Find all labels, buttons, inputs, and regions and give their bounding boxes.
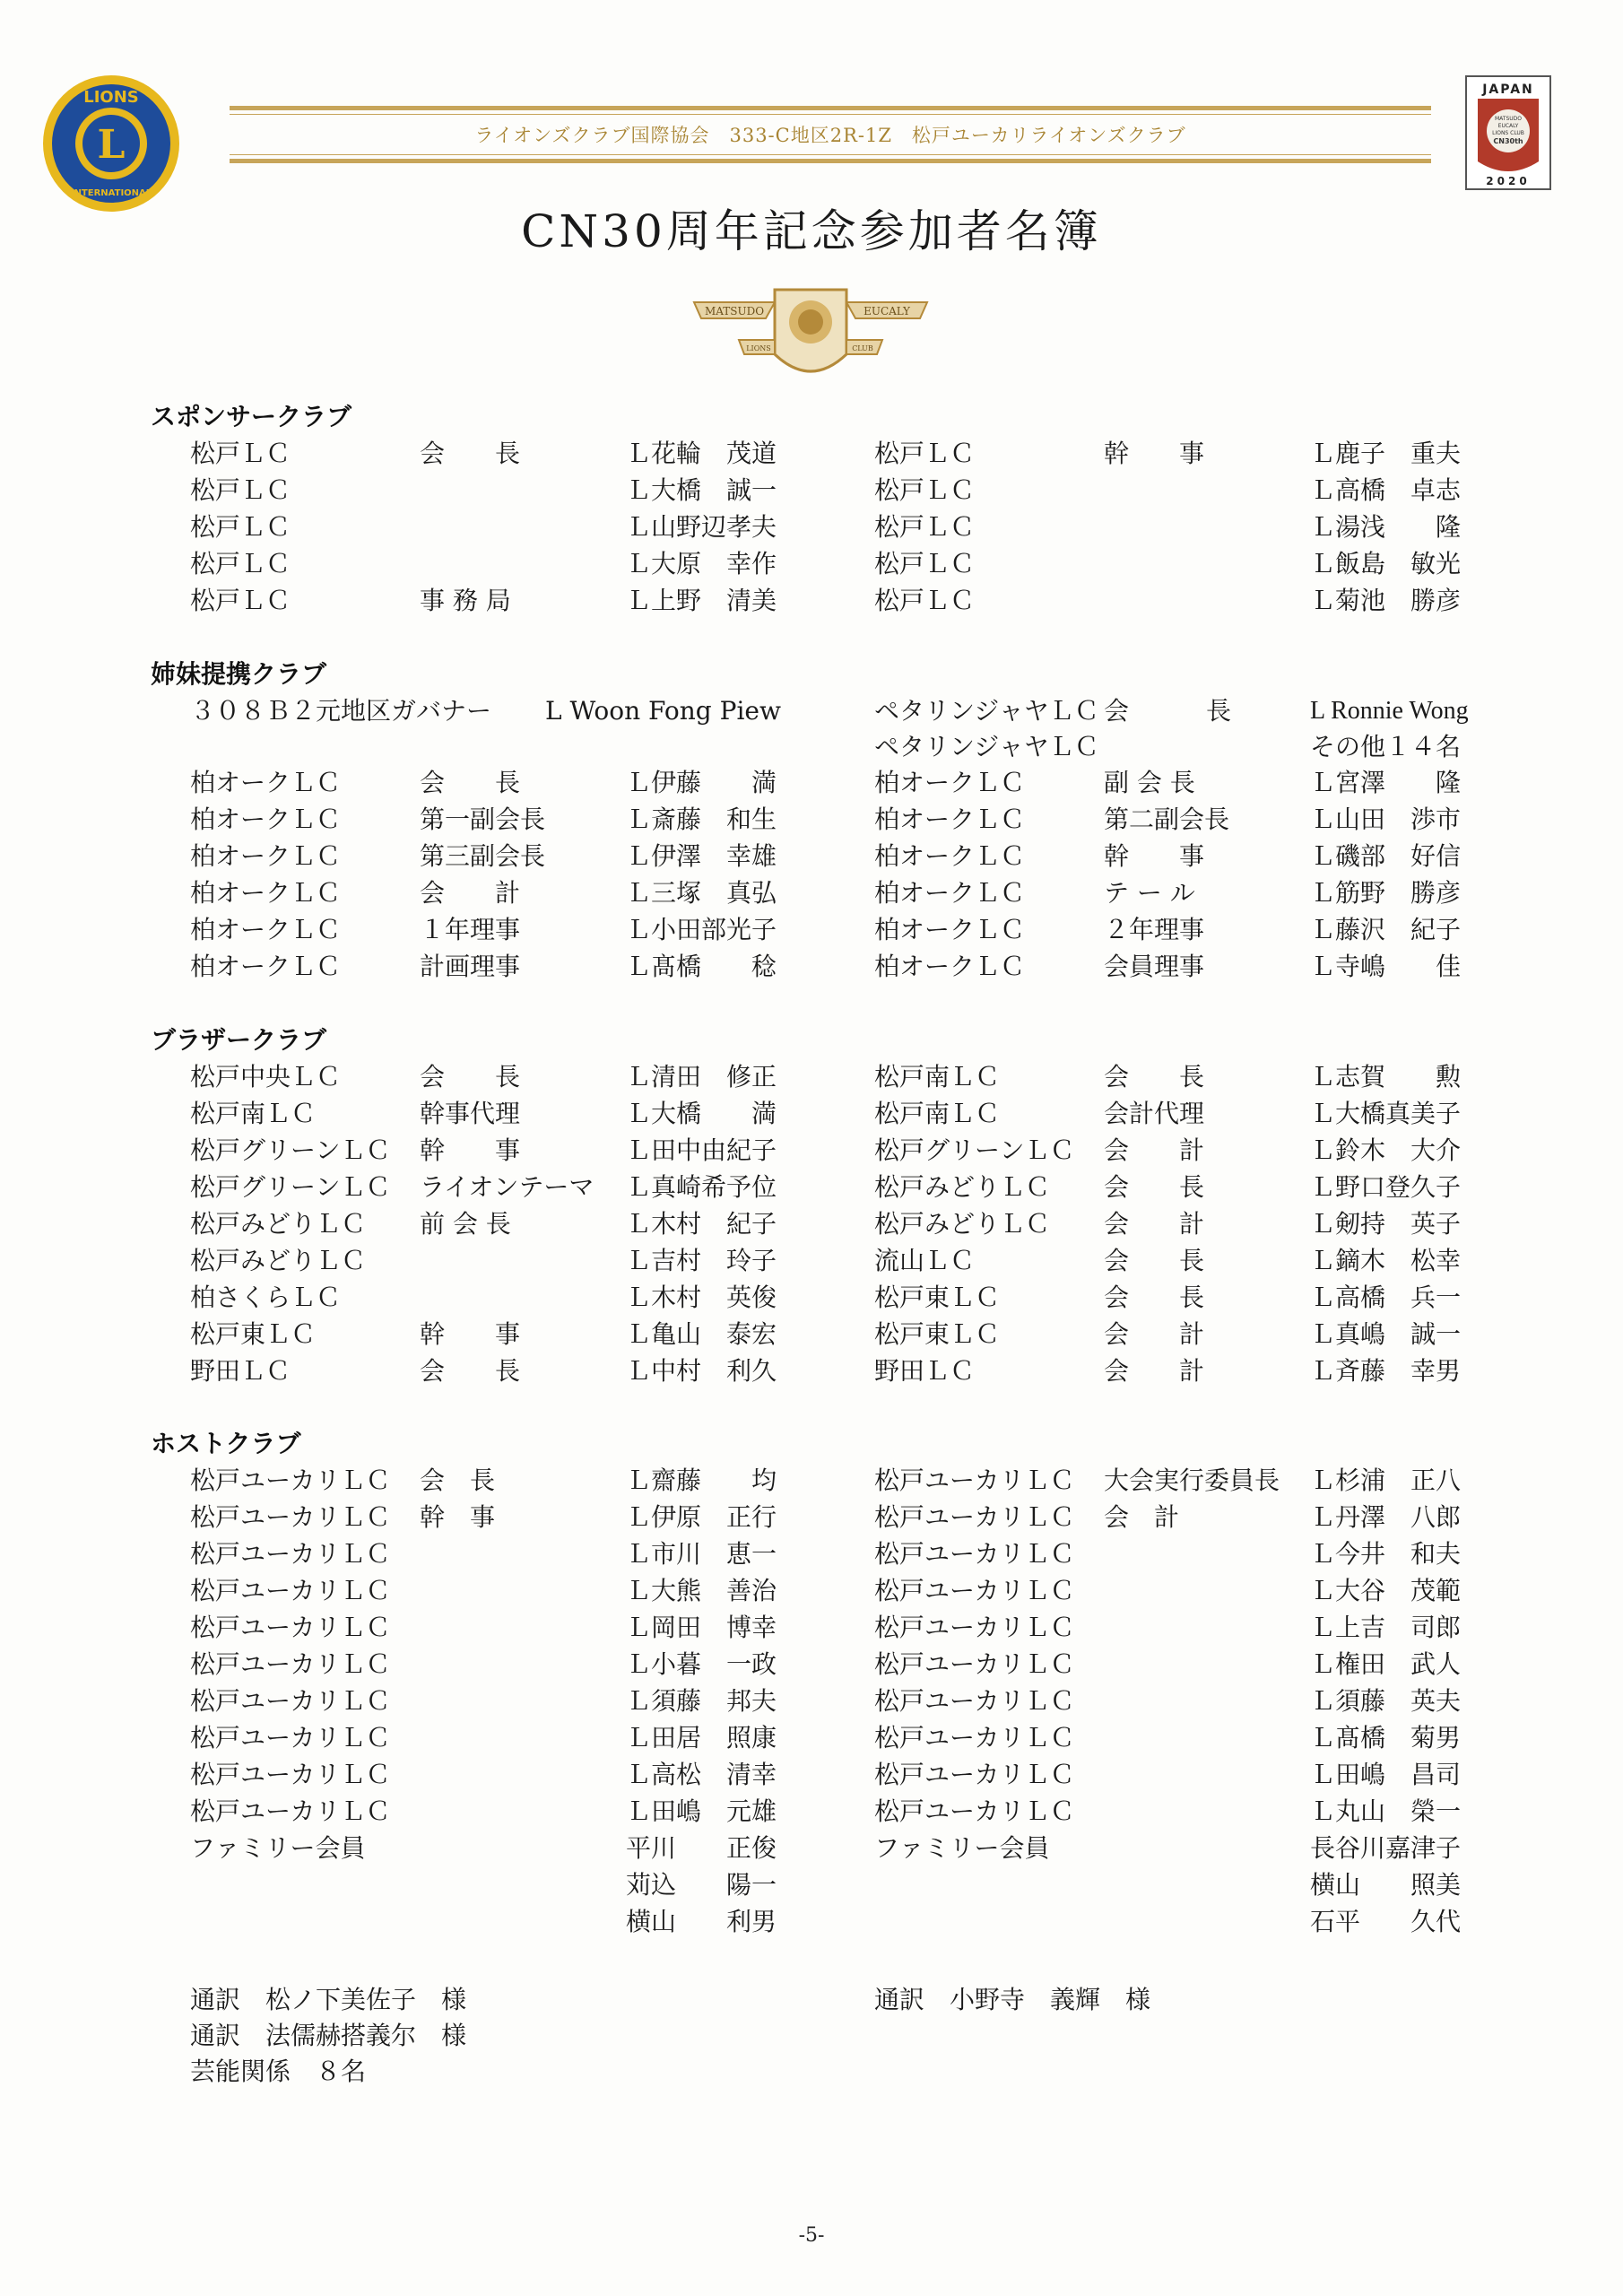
club-name: 柏オークＬＣ: [190, 768, 342, 797]
role: 第三副会長: [420, 841, 546, 871]
member-name: Ｌ木村 紀子: [626, 1209, 777, 1239]
badge-line2: EUCALY: [1497, 123, 1519, 129]
table-row: [151, 1463, 1496, 1499]
club-name: 松戸ユーカリＬＣ: [874, 1723, 1075, 1752]
member-name: Ｌ磯部 好信: [1310, 841, 1462, 871]
table-row: [151, 949, 1496, 985]
member-name: Ｌ大谷 茂範: [1310, 1576, 1462, 1605]
member-name: Ｌ丹澤 八郎: [1310, 1502, 1462, 1532]
table-row: [151, 839, 1496, 874]
club-name: 松戸グリーンＬＣ: [874, 1135, 1075, 1165]
club-name: 松戸南ＬＣ: [874, 1099, 1001, 1128]
member-name: Ｌ吉村 玲子: [626, 1246, 777, 1275]
club-name: 柏オークＬＣ: [874, 841, 1026, 871]
club-name: [190, 1904, 414, 1940]
role: 会 長: [420, 768, 521, 797]
club-name: 柏オークＬＣ: [874, 952, 1026, 981]
role: 会 長: [420, 1062, 521, 1091]
role: 会 長: [420, 439, 521, 468]
club-name: 松戸ユーカリＬＣ: [190, 1686, 391, 1716]
role: 会員理事: [1104, 952, 1205, 981]
role: 副 会 長: [1104, 768, 1195, 797]
club-name: 柏オークＬＣ: [190, 878, 342, 908]
member-name: Ｌ田嶋 昌司: [1310, 1760, 1462, 1789]
table-row: [151, 1683, 1496, 1719]
club-name: 松戸ＬＣ: [874, 439, 976, 468]
table-row: [151, 1500, 1496, 1535]
club-name: 松戸中央ＬＣ: [190, 1062, 342, 1091]
role: 幹 事: [420, 1135, 521, 1165]
member-name: Ｌ真崎希予位: [626, 1172, 777, 1202]
section-heading: ブラザークラブ: [151, 1025, 327, 1055]
table-row: [151, 583, 1496, 619]
member-name: L Woon Fong Piew: [545, 696, 781, 726]
member-name: Ｌ斎藤 和生: [626, 804, 777, 834]
member-name: Ｌ真嶋 誠一: [1310, 1319, 1462, 1349]
badge-line4: CN30th: [1493, 137, 1523, 145]
club-name: 松戸ユーカリＬＣ: [190, 1576, 391, 1605]
club-name: 松戸ユーカリＬＣ: [874, 1502, 1075, 1532]
table-row: [151, 1096, 1496, 1132]
member-name: Ｌ上吉 司郎: [1310, 1613, 1462, 1642]
club-name: 柏オークＬＣ: [190, 841, 342, 871]
club-name: 松戸ユーカリＬＣ: [874, 1613, 1075, 1642]
role: 幹事代理: [420, 1099, 521, 1128]
table-row: [151, 1794, 1496, 1830]
club-name: 野田ＬＣ: [874, 1356, 976, 1386]
club-name: 松戸ＬＣ: [874, 475, 976, 505]
role: 会 計: [1104, 1209, 1205, 1239]
badge-line1: MATSUDO: [1494, 116, 1523, 122]
table-row: [151, 875, 1496, 911]
role: テ ー ル: [1104, 878, 1195, 908]
role: 会 長: [1104, 1062, 1205, 1091]
member-name: Ｌ齋藤 均: [626, 1465, 777, 1495]
member-name: Ｌ伊澤 幸雄: [626, 841, 777, 871]
lions-logo-top-text: LIONS: [83, 88, 139, 107]
member-name: Ｌ志賀 勲: [1310, 1062, 1462, 1091]
table-row: [151, 436, 1496, 472]
table-row: [151, 802, 1496, 838]
club-name: 柏オークＬＣ: [190, 804, 342, 834]
member-name: Ｌ花輪 茂道: [626, 439, 777, 468]
club-name: 松戸ユーカリＬＣ: [874, 1465, 1075, 1495]
member-name: Ｌ亀山 泰宏: [626, 1319, 777, 1349]
badge-year: 2020: [1486, 175, 1531, 187]
role: 会 長: [1104, 1172, 1205, 1202]
member-name: Ｌ大原 幸作: [626, 549, 777, 578]
member-name: Ｌ髙橋 稔: [626, 952, 777, 981]
member-name: Ｌ高橋 卓志: [1310, 475, 1462, 505]
role: 第二副会長: [1104, 804, 1230, 834]
club-name: 松戸ユーカリＬＣ: [190, 1796, 391, 1826]
member-name: Ｌ大橋 満: [626, 1099, 777, 1128]
table-row: [151, 693, 1496, 729]
club-name: 松戸ＬＣ: [190, 439, 291, 468]
club-name: ３０８Ｂ２元地区ガバナー: [190, 696, 492, 726]
member-name: Ｌ田嶋 元雄: [626, 1796, 777, 1826]
member-name: Ｌ杉浦 正八: [1310, 1465, 1462, 1495]
table-row: [151, 1206, 1496, 1242]
club-name: 松戸ユーカリＬＣ: [190, 1649, 391, 1679]
club-name: 松戸東ＬＣ: [874, 1283, 1001, 1312]
role: 前 会 長: [420, 1209, 511, 1239]
table-row: [151, 1280, 1496, 1316]
club-name: 松戸南ＬＣ: [190, 1099, 317, 1128]
role: １年理事: [420, 915, 521, 944]
member-name: Ｌ伊原 正行: [626, 1502, 777, 1532]
table-row: [151, 1317, 1496, 1352]
header-rule-top: [230, 106, 1431, 110]
club-name: 柏オークＬＣ: [190, 952, 342, 981]
role: 会 計: [1104, 1356, 1205, 1386]
member-name: Ｌ大橋真美子: [1310, 1099, 1462, 1128]
club-name: 松戸東ＬＣ: [190, 1319, 317, 1349]
club-name: 松戸みどりＬＣ: [190, 1246, 367, 1275]
member-name: 長谷川嘉津子: [1310, 1833, 1462, 1863]
member-name: Ｌ市川 恵一: [626, 1539, 777, 1569]
club-name: 松戸ユーカリＬＣ: [874, 1760, 1075, 1789]
member-name: Ｌ剱持 英子: [1310, 1209, 1462, 1239]
japan-cn30-badge: [1465, 75, 1551, 190]
member-name: Ｌ山田 渉市: [1310, 804, 1462, 834]
member-name: 石平 久代: [1310, 1907, 1462, 1936]
note-entertainment: 芸能関係 ８名: [190, 2057, 367, 2086]
member-name: Ｌ須藤 邦夫: [626, 1686, 777, 1716]
member-name: Ｌ高松 清幸: [626, 1760, 777, 1789]
club-name: 松戸ユーカリＬＣ: [874, 1539, 1075, 1569]
table-row: [151, 509, 1496, 545]
club-name: 松戸ＬＣ: [190, 549, 291, 578]
member-name: Ｌ鈴木 大介: [1310, 1135, 1462, 1165]
table-row: [151, 1353, 1496, 1389]
role: 幹 事: [1104, 439, 1205, 468]
role: 幹 事: [420, 1319, 521, 1349]
role: 会 長: [420, 1356, 521, 1386]
member-name: Ｌ筋野 勝彦: [1310, 878, 1462, 908]
member-name: Ｌ小田部光子: [626, 915, 777, 944]
member-name: Ｌ小暮 一政: [626, 1649, 777, 1679]
member-name: Ｌ寺嶋 佳: [1310, 952, 1462, 981]
lions-international-logo: [39, 72, 183, 215]
club-name: ペタリンジャヤＬＣ: [874, 696, 1099, 726]
section-heading: 姉妹提携クラブ: [151, 659, 327, 689]
club-name: 柏オークＬＣ: [874, 915, 1026, 944]
table-row: [151, 1573, 1496, 1609]
role: 会計代理: [1104, 1099, 1205, 1128]
member-name: Ｌ清田 修正: [626, 1062, 777, 1091]
crest-bottom-right: CLUB: [852, 344, 873, 352]
lions-logo-bottom-text: INTERNATIONAL: [70, 188, 152, 198]
role: 幹 事: [1104, 841, 1205, 871]
club-name: 松戸ユーカリＬＣ: [190, 1539, 391, 1569]
page-title: CN30周年記念参加者名簿: [521, 205, 1102, 257]
role: 会 計: [1104, 1319, 1205, 1349]
member-name: Ｌ中村 利久: [626, 1356, 777, 1386]
crest-bottom-left: LIONS: [746, 344, 771, 352]
note-interpreter-1: 通訳 松ノ下美佐子 様: [190, 1985, 467, 2014]
member-name: Ｌ山野辺孝夫: [626, 512, 777, 542]
club-name: 松戸ユーカリＬＣ: [190, 1613, 391, 1642]
club-name: 松戸ユーカリＬＣ: [874, 1649, 1075, 1679]
club-name: 松戸ユーカリＬＣ: [874, 1796, 1075, 1826]
header-rule-bottom: [230, 159, 1431, 163]
club-name: 松戸グリーンＬＣ: [190, 1172, 391, 1202]
member-name: Ｌ髙橋 菊男: [1310, 1723, 1462, 1752]
table-row: [151, 1610, 1496, 1646]
club-name: ファミリー会員: [190, 1833, 366, 1863]
table-row: [151, 473, 1496, 509]
table-row: [151, 1904, 1496, 1940]
role: 事 務 局: [420, 586, 511, 615]
member-name: Ｌ飯島 敏光: [1310, 549, 1462, 578]
club-name: 松戸ＬＣ: [874, 549, 976, 578]
svg-text:L: L: [97, 122, 126, 168]
badge-country: JAPAN: [1482, 83, 1534, 97]
table-row: [151, 546, 1496, 582]
table-row: [151, 1536, 1496, 1572]
role: ライオンテーマ: [420, 1172, 595, 1202]
member-name: Ｌ斉藤 幸男: [1310, 1356, 1462, 1386]
club-name: 松戸みどりＬＣ: [874, 1172, 1051, 1202]
role: 会 長: [1104, 1283, 1205, 1312]
club-name: [190, 1867, 414, 1903]
club-name: 松戸ＬＣ: [190, 475, 291, 505]
club-name: 柏オークＬＣ: [874, 804, 1026, 834]
member-name: Ｌ高橋 兵一: [1310, 1283, 1462, 1312]
crest-left-text: MATSUDO: [704, 305, 765, 317]
table-row: [151, 1867, 1496, 1903]
club-name: 松戸みどりＬＣ: [874, 1209, 1051, 1239]
section-sponsor-club: [151, 399, 1496, 623]
role: 会 長: [1104, 1246, 1205, 1275]
club-name: 柏オークＬＣ: [874, 878, 1026, 908]
club-name: 松戸南ＬＣ: [874, 1062, 1001, 1091]
club-name: 柏オークＬＣ: [190, 915, 342, 944]
member-name: Ｌ鏑木 松幸: [1310, 1246, 1462, 1275]
header-rule-bottom-thin: [230, 154, 1431, 155]
club-name: 松戸ユーカリＬＣ: [190, 1465, 391, 1495]
member-name: Ｌ湯浅 隆: [1310, 512, 1462, 542]
role: 会 計: [420, 878, 521, 908]
role: 会 長: [1104, 696, 1241, 726]
club-name: 松戸ＬＣ: [190, 586, 291, 615]
member-name: Ｌ権田 武人: [1310, 1649, 1462, 1679]
club-name: 柏オークＬＣ: [874, 768, 1026, 797]
club-name: ペタリンジャヤＬＣ: [874, 732, 1099, 761]
club-name: 松戸ユーカリＬＣ: [874, 1576, 1075, 1605]
club-name: 野田ＬＣ: [190, 1356, 291, 1386]
member-name: Ｌ宮澤 隆: [1310, 768, 1462, 797]
member-name: Ｌ須藤 英夫: [1310, 1686, 1462, 1716]
table-row: [151, 1757, 1496, 1793]
role: 計画理事: [420, 952, 521, 981]
member-name: Ｌ今井 和夫: [1310, 1539, 1462, 1569]
club-name: 松戸ユーカリＬＣ: [190, 1723, 391, 1752]
club-name: 流山ＬＣ: [874, 1246, 976, 1275]
section-host-club: [151, 1426, 1496, 1946]
note-interpreter-3: 通訳 小野寺 義輝 様: [874, 1985, 1151, 2014]
club-name: 松戸ＬＣ: [874, 586, 976, 615]
member-name: 横山 照美: [1310, 1870, 1462, 1900]
member-name: Ｌ伊藤 満: [626, 768, 777, 797]
member-name: Ｌ田中由紀子: [626, 1135, 777, 1165]
member-name: Ｌ大橋 誠一: [626, 475, 777, 505]
page-number: -5-: [798, 2224, 825, 2247]
club-name: 松戸ＬＣ: [190, 512, 291, 542]
role: 幹 事: [420, 1502, 496, 1532]
table-row: [151, 1133, 1496, 1169]
section-brother-club: [151, 1022, 1496, 1399]
role: 会 長: [420, 1465, 496, 1495]
section-heading: スポンサークラブ: [151, 402, 352, 431]
table-row: [151, 1170, 1496, 1205]
club-name: 松戸みどりＬＣ: [190, 1209, 367, 1239]
member-name: L Ronnie Wong: [1310, 697, 1469, 725]
role: 会 計: [1104, 1502, 1180, 1532]
table-row: [151, 912, 1496, 948]
member-name: Ｌ鹿子 重夫: [1310, 439, 1462, 468]
note-interpreter-2: 通訳 法儒赫搭義尔 様: [190, 2021, 467, 2050]
club-name: 松戸ユーカリＬＣ: [874, 1686, 1075, 1716]
table-row: [151, 729, 1496, 765]
club-name: 松戸ユーカリＬＣ: [190, 1502, 391, 1532]
header-line: ライオンズクラブ国際協会 333-C地区2R-1Z 松戸ユーカリライオンズクラブ: [474, 125, 1186, 146]
member-name: 苅込 陽一: [626, 1870, 777, 1900]
member-name: Ｌ田居 照康: [626, 1723, 777, 1752]
role: 第一副会長: [420, 804, 546, 834]
matsudo-eucaly-crest: [685, 283, 936, 390]
section-sister-club: [151, 657, 1496, 997]
member-name: Ｌ岡田 博幸: [626, 1613, 777, 1642]
table-row: [151, 1059, 1496, 1095]
table-row: [151, 1647, 1496, 1683]
club-name: ファミリー会員: [874, 1833, 1050, 1863]
member-name: 横山 利男: [626, 1907, 777, 1936]
club-name: 松戸東ＬＣ: [874, 1319, 1001, 1349]
member-name: Ｌ三塚 真弘: [626, 878, 777, 908]
role: 会 計: [1104, 1135, 1205, 1165]
member-name: 平川 正俊: [626, 1833, 777, 1863]
club-name: 柏さくらＬＣ: [190, 1283, 342, 1312]
member-name: Ｌ大熊 善治: [626, 1576, 777, 1605]
section-heading: ホストクラブ: [151, 1429, 301, 1458]
badge-line3: LIONS CLUB: [1492, 130, 1524, 136]
role: ２年理事: [1104, 915, 1205, 944]
member-name: Ｌ藤沢 紀子: [1310, 915, 1462, 944]
member-name: Ｌ上野 清美: [626, 586, 777, 615]
club-name: 松戸ユーカリＬＣ: [190, 1760, 391, 1789]
member-name: Ｌ菊池 勝彦: [1310, 586, 1462, 615]
header-rule-top-thin: [230, 114, 1431, 115]
table-row: [151, 1720, 1496, 1756]
member-name: Ｌ木村 英俊: [626, 1283, 777, 1312]
table-row: [151, 765, 1496, 801]
crest-right-text: EUCALY: [864, 305, 910, 317]
member-name: Ｌ野口登久子: [1310, 1172, 1462, 1202]
role: 大会実行委員長: [1104, 1465, 1280, 1495]
club-name: 松戸グリーンＬＣ: [190, 1135, 391, 1165]
table-row: [151, 1831, 1496, 1866]
member-name: その他１４名: [1310, 732, 1462, 761]
member-name: Ｌ丸山 榮一: [1310, 1796, 1462, 1826]
table-row: [151, 1243, 1496, 1279]
club-name: 松戸ＬＣ: [874, 512, 976, 542]
